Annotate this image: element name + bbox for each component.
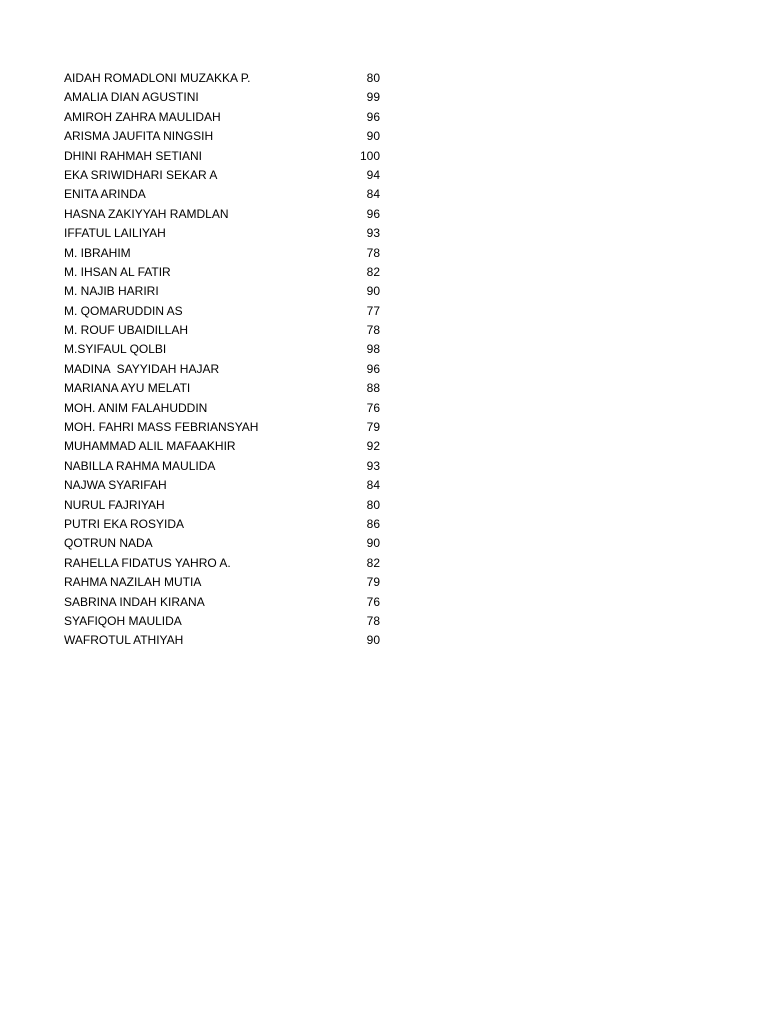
student-name: MUHAMMAD ALIL MAFAAKHIR [64, 439, 236, 454]
student-name: MARIANA AYU MELATI [64, 381, 191, 396]
student-name: MOH. FAHRI MASS FEBRIANSYAH [64, 420, 259, 435]
list-item [64, 69, 380, 88]
student-score: 92 [366, 439, 380, 454]
student-name: DHINI RAHMAH SETIANI [64, 148, 203, 163]
student-name: MADINA SAYYIDAH HAJAR [64, 361, 220, 376]
student-name: AMALIA DIAN AGUSTINI [64, 90, 199, 105]
student-name: M. NAJIB HARIRI [64, 284, 159, 299]
list-item [64, 340, 380, 359]
student-score: 76 [366, 594, 380, 609]
student-name: NURUL FAJRIYAH [64, 497, 165, 512]
student-score: 98 [366, 342, 380, 357]
student-score: 94 [366, 167, 380, 182]
student-name: M.SYIFAUL QOLBI [64, 342, 167, 357]
list-item [64, 573, 380, 592]
student-score: 96 [366, 109, 380, 124]
student-name: M. QOMARUDDIN AS [64, 303, 183, 318]
list-item [64, 612, 380, 631]
student-name: AIDAH ROMADLONI MUZAKKA P. [64, 71, 251, 85]
list-item [64, 379, 380, 398]
list-item [64, 457, 380, 476]
student-score: 76 [366, 400, 380, 415]
list-item [64, 399, 380, 418]
list-item [64, 302, 380, 321]
student-name: ENITA ARINDA [64, 187, 146, 202]
list-item [64, 534, 380, 553]
student-score: 90 [366, 633, 380, 648]
student-score: 96 [366, 361, 380, 376]
list-item [64, 108, 380, 127]
student-score: 78 [366, 245, 380, 260]
student-name: HASNA ZAKIYYAH RAMDLAN [64, 206, 229, 221]
student-score: 99 [366, 90, 380, 105]
student-name: PUTRI EKA ROSYIDA [64, 516, 185, 531]
student-name: MOH. ANIM FALAHUDDIN [64, 400, 208, 415]
score-list [64, 69, 380, 651]
student-score: 90 [366, 129, 380, 144]
list-item [64, 593, 380, 612]
list-item [64, 205, 380, 224]
student-name: EKA SRIWIDHARI SEKAR A [64, 167, 218, 182]
student-name: NABILLA RAHMA MAULIDA [64, 458, 216, 473]
list-item [64, 147, 380, 166]
student-name: ARISMA JAUFITA NINGSIH [64, 129, 214, 144]
list-item [64, 515, 380, 534]
student-score: 100 [359, 148, 380, 163]
student-name: M. IBRAHIM [64, 245, 131, 260]
student-name: AMIROH ZAHRA MAULIDAH [64, 109, 221, 124]
student-score: 86 [366, 516, 380, 531]
student-name: WAFROTUL ATHIYAH [64, 633, 184, 648]
list-item [64, 282, 380, 301]
list-item [64, 321, 380, 340]
student-name: QOTRUN NADA [64, 536, 153, 551]
list-item [64, 631, 380, 650]
student-score: 82 [366, 555, 380, 570]
list-item [64, 127, 380, 146]
student-score: 80 [366, 71, 380, 85]
list-item [64, 554, 380, 573]
student-score: 79 [366, 420, 380, 435]
student-score: 88 [366, 381, 380, 396]
list-item [64, 185, 380, 204]
student-score: 90 [366, 536, 380, 551]
student-name: RAHMA NAZILAH MUTIA [64, 575, 202, 590]
student-score: 84 [366, 478, 380, 493]
list-item [64, 476, 380, 495]
student-score: 79 [366, 575, 380, 590]
student-name: NAJWA SYARIFAH [64, 478, 167, 493]
list-item [64, 263, 380, 282]
list-item [64, 88, 380, 107]
student-score: 77 [366, 303, 380, 318]
student-name: M. ROUF UBAIDILLAH [64, 323, 189, 338]
student-score: 82 [366, 264, 380, 279]
student-score: 80 [366, 497, 380, 512]
list-item [64, 418, 380, 437]
student-score: 78 [366, 613, 380, 628]
list-item [64, 166, 380, 185]
student-name: IFFATUL LAILIYAH [64, 226, 166, 241]
list-item [64, 224, 380, 243]
student-score: 90 [366, 284, 380, 299]
student-score: 84 [366, 187, 380, 202]
student-score: 78 [366, 323, 380, 338]
list-item [64, 437, 380, 456]
student-score: 93 [366, 226, 380, 241]
student-name: M. IHSAN AL FATIR [64, 264, 171, 279]
student-score: 93 [366, 458, 380, 473]
student-name: SYAFIQOH MAULIDA [64, 613, 182, 628]
list-item [64, 496, 380, 515]
student-score: 96 [366, 206, 380, 221]
list-item [64, 244, 380, 263]
student-name: SABRINA INDAH KIRANA [64, 594, 205, 609]
student-name: RAHELLA FIDATUS YAHRO A. [64, 555, 231, 570]
list-item [64, 360, 380, 379]
